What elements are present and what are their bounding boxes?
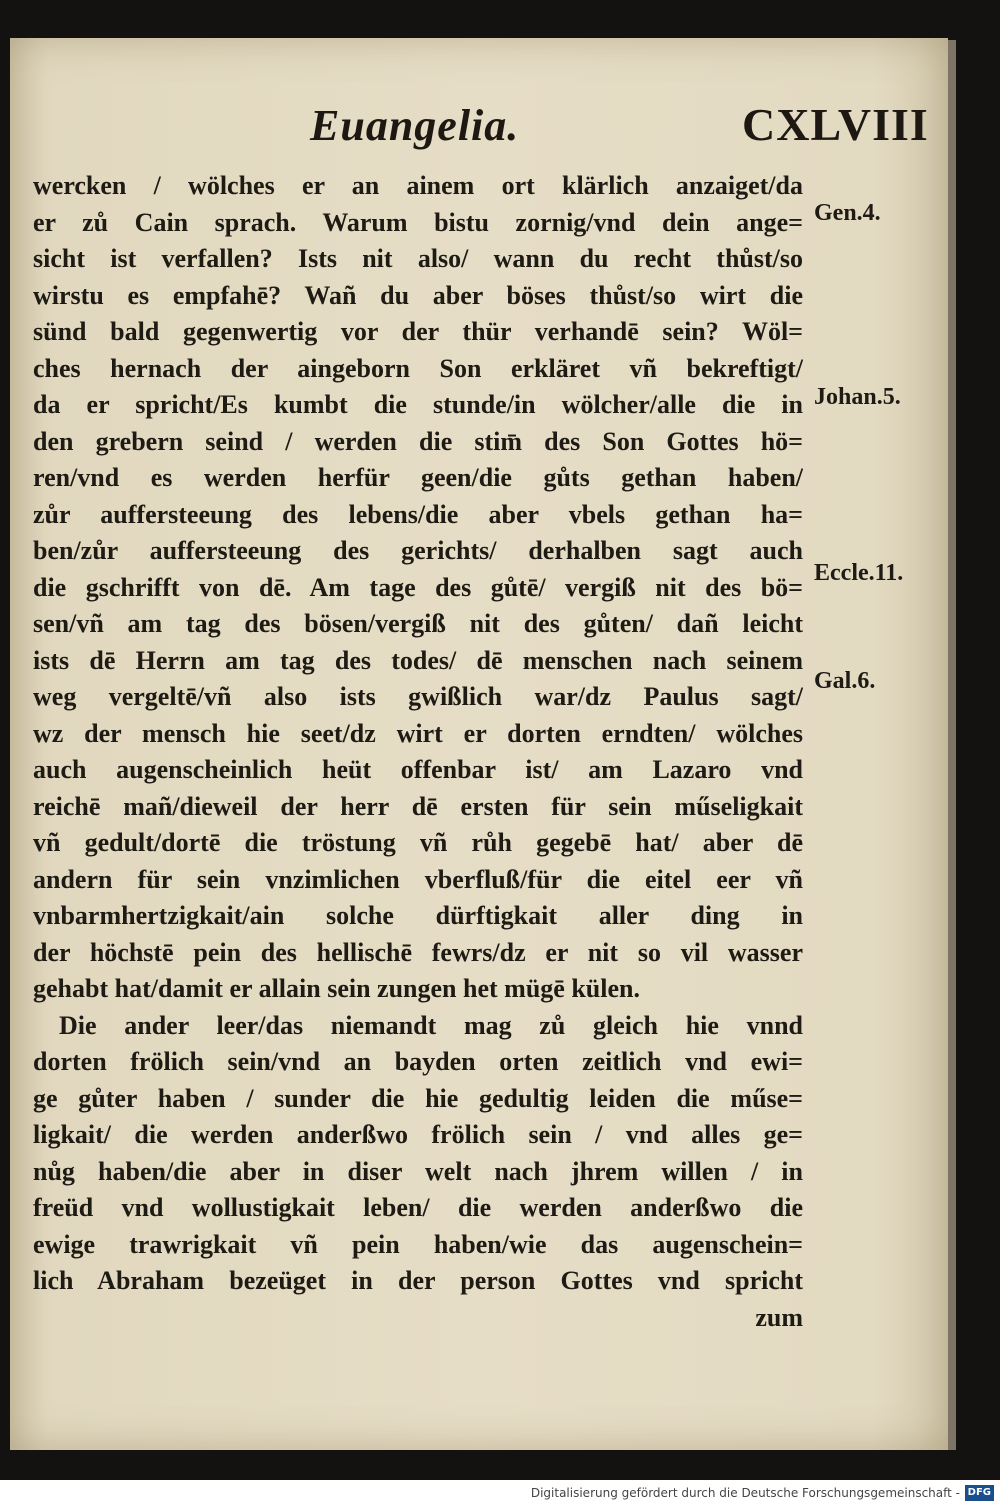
text-line: da er spricht/Es kumbt die stunde/in wölcher/alle die in	[33, 390, 803, 419]
text-line: ches hernach der aingeborn Son erkläret vñ bekreftigt/	[33, 353, 803, 383]
text-line: gehabt hat/damit er allain sein zungen het mügē külen.	[33, 974, 640, 1003]
catchword: zum	[755, 1302, 803, 1332]
text-line: vnbarmhertzigkait/ain solche dürftigkait aller ding in	[33, 901, 803, 930]
margin-note-gal: Gal.6.	[814, 668, 876, 694]
text-line: freüd vnd wollustigkait leben/ die werden anderßwo die	[33, 1193, 803, 1222]
paragraph-start-line: Die ander leer/das niemandt mag zů gleich hie vnnd	[59, 1010, 803, 1040]
text-line: wirstu es empfahē? Wañ du aber böses thůst/so wirt die	[33, 280, 803, 310]
margin-note-gen: Gen.4.	[814, 200, 881, 226]
text-line: weg vergeltē/vñ also ists gwißlich war/dz Paulus sagt/	[33, 682, 803, 711]
text-line: reichē mañ/dieweil der herr dē ersten für sein műseligkait	[33, 791, 803, 821]
text-line: ligkait/ die werden anderßwo frölich sein / vnd alles ge=	[33, 1120, 803, 1149]
text-line: dorten frölich sein/vnd an bayden orten zeitlich vnd ewi=	[33, 1047, 803, 1076]
text-line: zůr aufferstееung des lebens/die aber vbels gethan ha=	[33, 499, 803, 529]
text-line: sünd bald gegenwertig vor der thür verhandē sein? Wöl=	[33, 317, 803, 346]
body-text	[33, 168, 803, 1336]
text-line: ists dē Herrn am tag des todes/ dē menschen nach seinem	[33, 645, 803, 675]
text-line: sen/vñ am tag des bösen/vergiß nit des gůten/ dañ leicht	[33, 609, 803, 638]
text-line: vñ gedult/dortē die tröstung vñ růh gegebē hat/ aber dē	[33, 828, 803, 857]
text-line: lich Abraham bezeüget in der person Gottes vnd spricht	[33, 1266, 803, 1295]
text-line: ewige trawrigkait vñ pein haben/wie das augenschein=	[33, 1229, 803, 1259]
text-line: wercken / wölches er an ainem ort klärlich anzaiget/da	[33, 171, 803, 200]
text-line: wz der mensch hie seet/dz wirt er dorten erndten/ wölches	[33, 718, 803, 748]
text-line: auch augenscheinlich heüt offenbar ist/ am Lazaro vnd	[33, 755, 803, 784]
folio-number: CXLVIII	[742, 99, 929, 150]
dfg-logo[interactable]: DFG	[965, 1485, 994, 1501]
footer-bar	[0, 1480, 1000, 1507]
running-title: Euangelia.	[310, 101, 520, 150]
text-line: der höchstē pein des hellischē fewrs/dz er nit so vil wasser	[33, 937, 803, 967]
margin-note-eccle: Eccle.11.	[814, 560, 904, 586]
text-line: sicht ist verfallen? Ists nit also/ wann du recht thůst/so	[33, 244, 803, 273]
text-line: ren/vnd es werden herfür geen/die gůts gethan haben/	[33, 463, 803, 492]
text-line: die gschrifft von dē. Am tage des gůtē/ vergiß nit des bö=	[33, 572, 803, 602]
page-edge	[948, 40, 956, 1450]
text-line: nůg haben/die aber in diser welt nach jhrem willen / in	[33, 1156, 803, 1186]
text-line: er zů Cain sprach. Warum bistu zornig/vnd dein ange=	[33, 207, 803, 237]
text-line: ben/zůr aufferstееung des gerichts/ derhalben sagt auch	[33, 536, 803, 565]
text-line: den grebern seind / werden die stim̄ des Son Gottes hö=	[33, 426, 803, 456]
margin-note-johan: Johan.5.	[814, 384, 901, 410]
text-line: andern für sein vnzimlichen vberfluß/für die eitel eer vñ	[33, 864, 803, 894]
funding-credit: Digitalisierung gefördert durch die Deutsche Forschungsgemeinschaft -	[530, 1486, 960, 1500]
page-header	[310, 68, 950, 148]
text-line: ge gůter haben / sunder die hie gedultig leiden die műse=	[33, 1083, 803, 1113]
